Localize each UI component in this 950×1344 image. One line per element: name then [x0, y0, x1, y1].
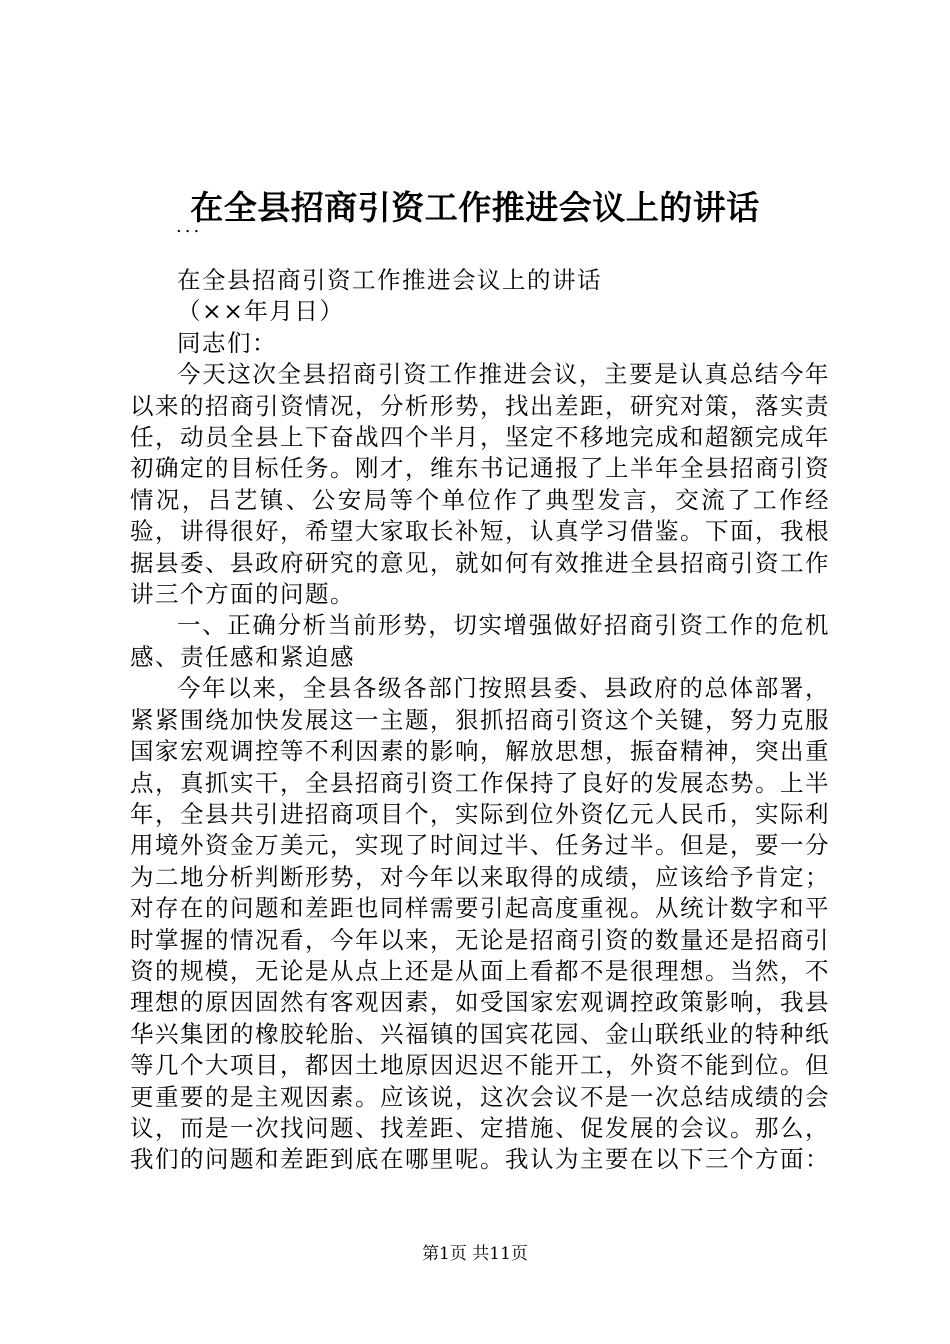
speech-date: （××年月日） — [177, 297, 345, 326]
salutation: 同志们： — [177, 328, 277, 357]
document-body — [130, 265, 830, 1176]
document-title: 在全县招商引资工作推进会议上的讲话 — [190, 188, 760, 227]
ellipsis-mark: ... — [176, 216, 203, 237]
body-paragraph: 今天这次全县招商引资工作推进会议，主要是认真总结今年以来的招商引资情况，分析形势，找出差距，研究对策，落实责任，动员全县上下奋战四个半月，坚定不移地完成和超额完成年初确定的目标任务。刚才，维东书记通报了上半年全县招商引资情况，吕艺镇、公安局等个单位作了典型发言，交流了工作经验，讲得很好，希望大家取长补短，认真学习借鉴。下面，我根据县委、县政府研究的意见，就如何有效推进全县招商引资工作讲三个方面的问题。 — [130, 360, 830, 609]
section-heading: 一、正确分析当前形势，切实增强做好招商引资工作的危机感、责任感和紧迫感 — [130, 611, 830, 671]
body-paragraph: 今年以来，全县各级各部门按照县委、县政府的总体部署，紧紧围绕加快发展这一主题，狠抓招商引资这个关键，努力克服国家宏观调控等不利因素的影响，解放思想，振奋精神，突出重点，真抓实干，全县招商引资工作保持了良好的发展态势。上半年，全县共引进招商项目个，实际到位外资亿元人民币，实际利用境外资金万美元，实现了时间过半、任务过半。但是，要一分为二地分析判断形势，对今年以来取得的成绩，应该给予肯定；对存在的问题和差距也同样需要引起高度重视。从统计数字和平时掌握的情况看，今年以来，无论是招商引资的数量还是招商引资的规模，无论是从点上还是从面上看都不是很理想。当然，不理想的原因固然有客观因素，如受国家宏观调控政策影响，我县华兴集团的橡胶轮胎、兴福镇的国宾花园、金山联纸业的特种纸等几个大项目，都因土地原因迟迟不能开工，外资不能到位。但更重要的是主观因素。应该说，这次会议不是一次总结成绩的会议，而是一次找问题、找差距、定措施、促发展的会议。那么，我们的问题和差距到底在哪里呢。我认为主要在以下三个方面： — [130, 674, 830, 1174]
page-footer: 第1页 共11页 — [422, 1244, 528, 1264]
speech-heading: 在全县招商引资工作推进会议上的讲话 — [177, 266, 602, 294]
